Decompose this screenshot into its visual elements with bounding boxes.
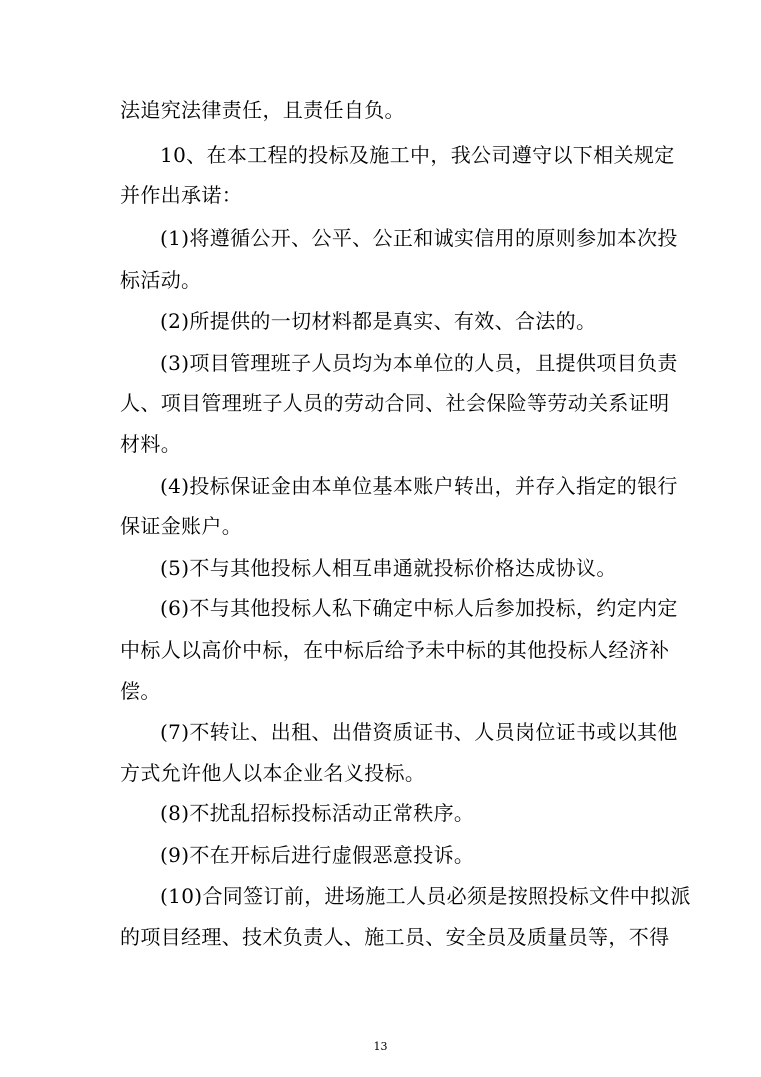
text-line: 标活动。 [120, 268, 202, 292]
text-line: (9)不在开标后进行虚假恶意投诉。 [160, 843, 475, 867]
text-line: 法追究法律责任，且责任自负。 [120, 98, 405, 122]
text-line: (7)不转让、出租、出借资质证书、人员岗位证书或以其他 [160, 720, 678, 744]
text-line: 中标人以高价中标，在中标后给予未中标的其他投标人经济补 [120, 638, 670, 662]
page-number: 13 [373, 1040, 388, 1053]
text-line: 偿。 [120, 679, 161, 703]
text-line: (1)将遵循公开、公平、公正和诚实信用的原则参加本次投 [160, 226, 678, 250]
text-line: (5)不与其他投标人相互串通就投标价格达成协议。 [160, 556, 617, 580]
text-line: (3)项目管理班子人员均为本单位的人员，且提供项目负责 [160, 351, 678, 375]
text-line: 人、项目管理班子人员的劳动合同、社会保险等劳动关系证明 [120, 391, 670, 415]
text-line: (8)不扰乱招标投标活动正常秩序。 [160, 801, 475, 825]
text-line: 10、在本工程的投标及施工中，我公司遵守以下相关规定 [160, 143, 675, 167]
text-line: (2)所提供的一切材料都是真实、有效、合法的。 [160, 309, 597, 333]
text-line: 方式允许他人以本企业名义投标。 [120, 761, 426, 785]
text-line: 并作出承诺： [120, 183, 243, 207]
text-line: 保证金账户。 [120, 514, 243, 538]
text-line: (6)不与其他投标人私下确定中标人后参加投标，约定内定 [160, 596, 678, 620]
text-line: (10)合同签订前，进场施工人员必须是按照投标文件中拟派 [160, 884, 691, 908]
text-line: 材料。 [120, 432, 182, 456]
text-line: (4)投标保证金由本单位基本账户转出，并存入指定的银行 [160, 474, 678, 498]
text-line: 的项目经理、技术负责人、施工员、安全员及质量员等，不得 [120, 925, 670, 949]
